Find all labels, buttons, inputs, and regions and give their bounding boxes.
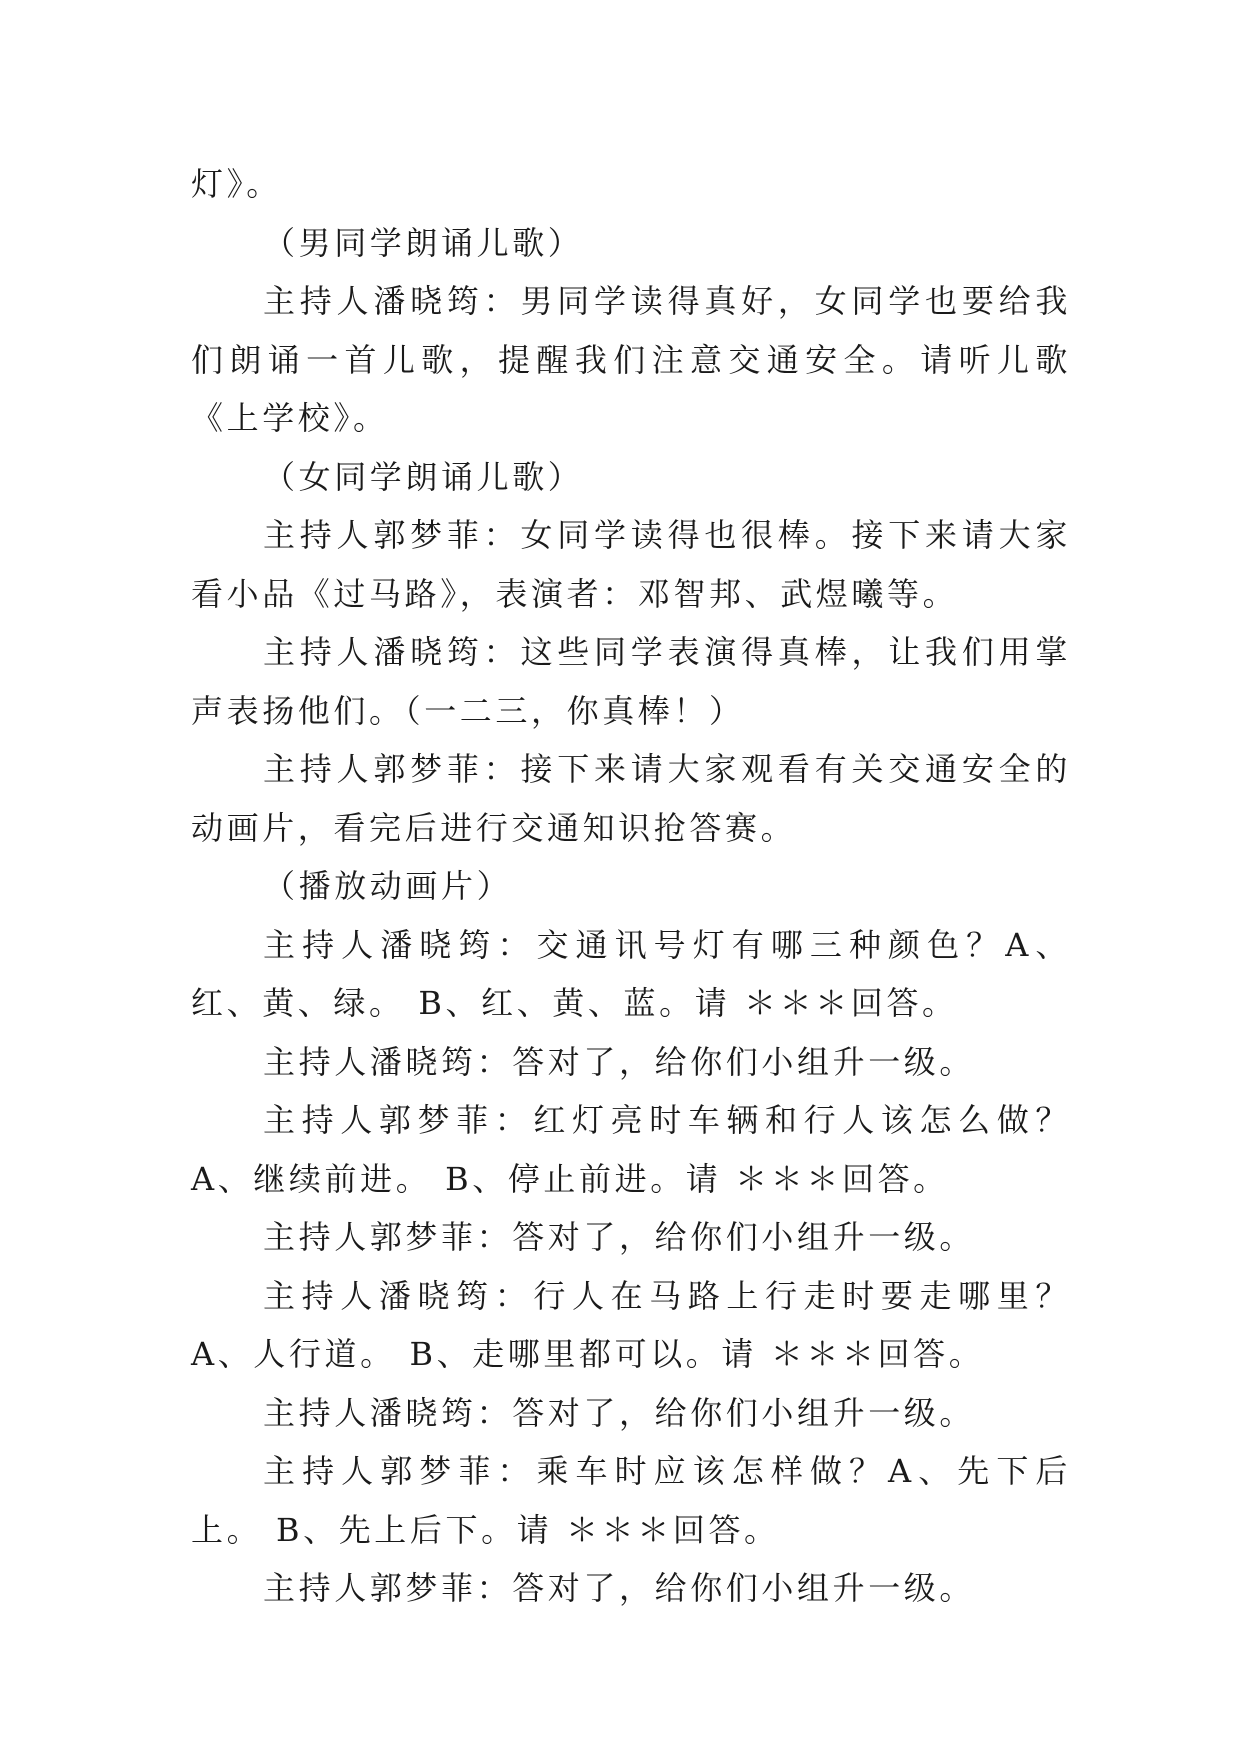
paragraph: 主持人潘晓筠：这些同学表演得真棒，让我们用掌声表扬他们。（一二三，你真棒！） (191, 633, 1071, 730)
paragraph: 主持人郭梦菲：接下来请大家观看有关交通安全的动画片，看完后进行交通知识抢答赛。 (191, 750, 1071, 847)
paragraph: 主持人潘晓筠：行人在马路上行走时要走哪里？A、人行道。 B、走哪里都可以。请 ＊＊＊回答。 (191, 1276, 1071, 1373)
paragraph: 灯》。 (191, 165, 282, 203)
paragraph: （女同学朗诵儿歌） (263, 457, 584, 496)
paragraph: 主持人郭梦菲：答对了，给你们小组升一级。 (263, 1218, 976, 1256)
paragraph: 主持人郭梦菲：乘车时应该怎样做？A、先下后上。 B、先上后下。请 ＊＊＊回答。 (191, 1452, 1071, 1549)
paragraph: （播放动画片） (263, 867, 513, 905)
paragraph: 主持人潘晓筠：答对了，给你们小组升一级。 (263, 1393, 976, 1432)
paragraph: 主持人潘晓筠：交通讯号灯有哪三种颜色？A、红、黄、绿。 B、红、黄、蓝。请 ＊＊＊回答。 (191, 925, 1071, 1022)
paragraph: 主持人潘晓筠：答对了，给你们小组升一级。 (263, 1042, 976, 1081)
document-body (191, 155, 1071, 1618)
paragraph: 主持人郭梦菲：红灯亮时车辆和行人该怎么做？A、继续前进。 B、停止前进。请 ＊＊＊回答。 (191, 1101, 1071, 1198)
paragraph: （男同学朗诵儿歌） (263, 223, 584, 262)
paragraph: 主持人潘晓筠：男同学读得真好，女同学也要给我们朗诵一首儿歌，提醒我们注意交通安全。请听儿歌《上学校》。 (191, 282, 1071, 437)
paragraph: 主持人郭梦菲：答对了，给你们小组升一级。 (263, 1569, 976, 1607)
paragraph: 主持人郭梦菲：女同学读得也很棒。接下来请大家看小品《过马路》，表演者：邓智邦、武煜曦等。 (191, 516, 1071, 613)
